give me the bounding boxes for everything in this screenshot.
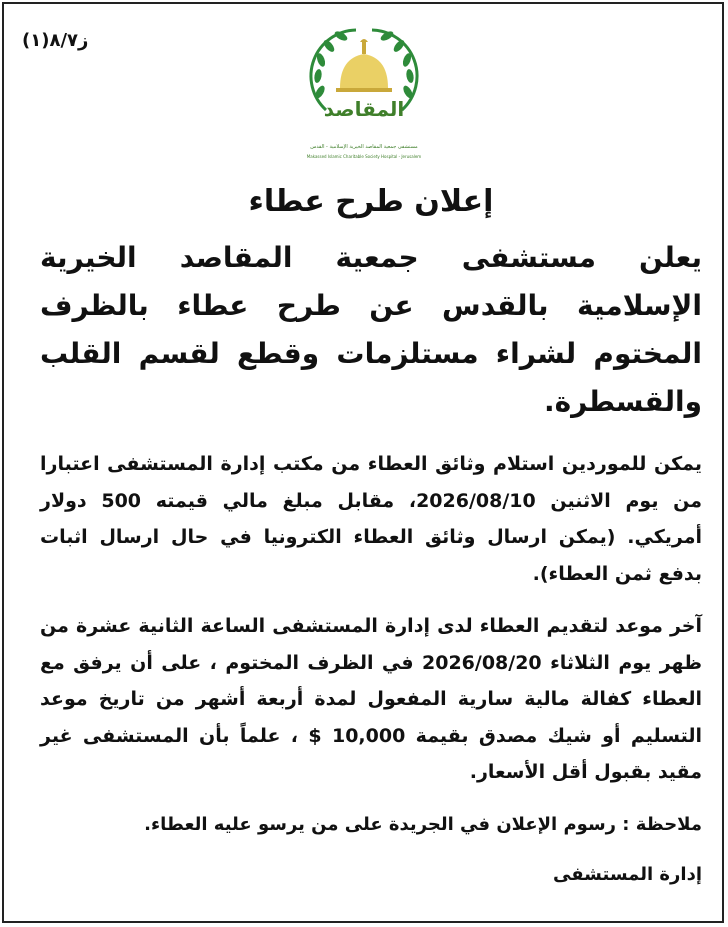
- signature: إدارة المستشفى: [553, 863, 702, 885]
- notice-title: إعلان طرح عطاء: [248, 184, 494, 219]
- deadline-paragraph: آخر موعد لتقديم العطاء لدى إدارة المستشفى الساعة الثانية عشرة من ظهر يوم الثلاثاء 2026/08/20 في الظرف المختوم ، على أن يرفق مع العطاء كفالة مالية سارية المفعول لمدة أربعة أشهر من تاريخ موعد التسليم أو شيك مصدق بقيمة 10,000 $ ، علماً بأن المستشفى غير مقيد بقبول أقل الأسعار.: [40, 615, 703, 783]
- logo-name-text: المقاصد: [323, 97, 405, 121]
- makassed-logo-graphic: [296, 18, 432, 168]
- notice-body: [40, 180, 702, 893]
- logo-caption-arabic: مستشفى جمعية المقاصد الخيرية الإسلامية - القدس: [310, 144, 418, 150]
- makassed-logo: [296, 18, 432, 168]
- documents-paragraph: يمكن للموردين استلام وثائق العطاء من مكتب إدارة المستشفى اعتبارا من يوم الاثنين 2026/08/10، مقابل مبلغ مالي قيمته 500 دولار أمريكي. (يمكن ارسال وثائق العطاء الكترونيا في حال ارسال اثبات بدفع ثمن العطاء).: [40, 453, 702, 585]
- fees-note: ملاحظة : رسوم الإعلان في الجريدة على من يرسو عليه العطاء.: [144, 813, 702, 835]
- notice-headline: يعلن مستشفى جمعية المقاصد الخيرية الإسلامية بالقدس عن طرح عطاء بالظرف المختوم لشراء مستلزمات وقطع لقسم القلب والقسطرة.: [40, 241, 702, 418]
- logo-caption-english: Makassed Islamic Charitable Society Hospital - Jerusalem: [306, 154, 422, 159]
- reference-code: ز٨/٧(١): [22, 30, 89, 51]
